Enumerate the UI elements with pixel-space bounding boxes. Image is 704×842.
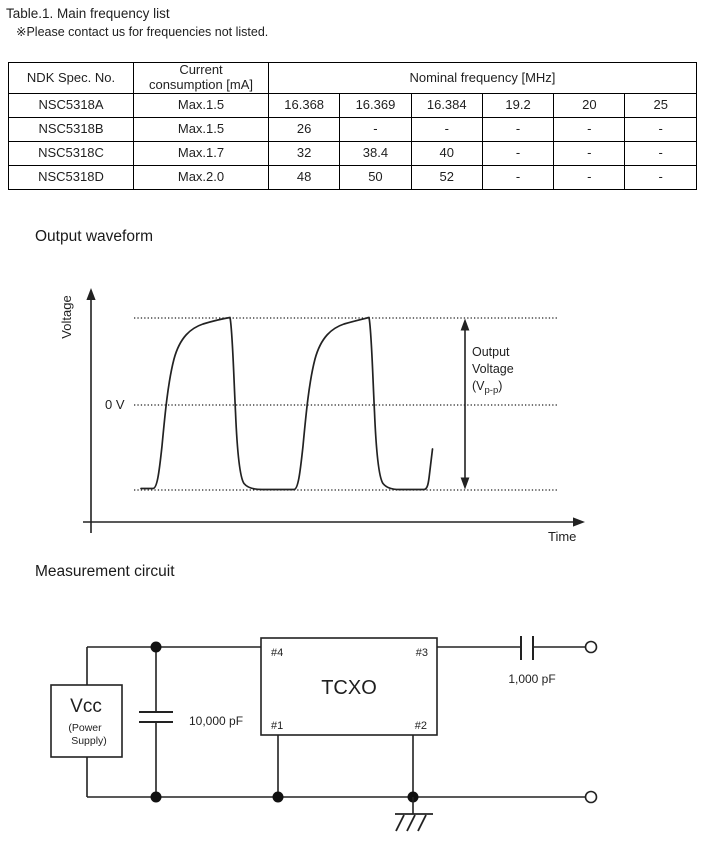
freq-cell: 38.4 <box>340 142 411 166</box>
freq-cell: - <box>554 118 625 142</box>
freq-cell: - <box>482 166 553 190</box>
freq-cell: - <box>625 142 696 166</box>
table-header-row <box>9 63 697 94</box>
current-cell: Max.2.0 <box>134 166 269 190</box>
table-title: Table.1. Main frequency list <box>6 6 170 21</box>
table-row <box>9 166 697 190</box>
table-row <box>9 118 697 142</box>
coupling-capacitor <box>521 636 533 660</box>
vcc-sub-line1: (Power <box>68 722 102 734</box>
tcxo-label: TCXO <box>321 677 377 699</box>
table-row <box>9 142 697 166</box>
pin2-label: #2 <box>414 720 427 732</box>
x-axis <box>83 517 585 526</box>
coupling-capacitor-label: 1,000 pF <box>508 672 556 686</box>
freq-cell: - <box>340 118 411 142</box>
freq-cell: - <box>625 118 696 142</box>
freq-cell: 26 <box>269 118 340 142</box>
junction-dot <box>151 792 162 803</box>
output-terminal-bottom <box>586 792 597 803</box>
annotation-line3 <box>472 379 502 396</box>
output-voltage-annotation <box>472 345 514 396</box>
measurement-circuit-figure <box>0 615 704 842</box>
spec-cell: NSC5318C <box>9 142 134 166</box>
freq-cell: 16.369 <box>340 94 411 118</box>
tcxo-box <box>261 638 437 735</box>
freq-cell: 20 <box>554 94 625 118</box>
freq-cell: - <box>411 118 482 142</box>
freq-cell: - <box>482 142 553 166</box>
freq-cell: 19.2 <box>482 94 553 118</box>
table-header-frequency: Nominal frequency [MHz] <box>269 63 697 94</box>
waveform-heading: Output waveform <box>35 228 154 245</box>
freq-cell: 48 <box>269 166 340 190</box>
table-row <box>9 94 697 118</box>
circuit-heading: Measurement circuit <box>35 563 175 580</box>
x-axis-label: Time <box>548 529 577 544</box>
table-note: ※Please contact us for frequencies not listed. <box>16 25 269 39</box>
vpp-suffix: ) <box>498 379 503 393</box>
bypass-capacitor-label: 10,000 pF <box>189 714 244 728</box>
junction-dot <box>151 642 162 653</box>
freq-cell: - <box>554 142 625 166</box>
junction-dot <box>273 792 284 803</box>
current-cell: Max.1.7 <box>134 142 269 166</box>
annotation-line1: Output <box>472 345 510 359</box>
freq-cell: - <box>482 118 553 142</box>
output-waveform-figure <box>0 270 704 560</box>
pin3-label: #3 <box>415 647 428 659</box>
freq-cell: - <box>625 166 696 190</box>
spec-cell: NSC5318B <box>9 118 134 142</box>
spec-cell: NSC5318D <box>9 166 134 190</box>
current-cell: Max.1.5 <box>134 94 269 118</box>
frequency-table <box>8 62 697 190</box>
freq-cell: - <box>554 166 625 190</box>
freq-cell: 16.368 <box>269 94 340 118</box>
freq-cell: 32 <box>269 142 340 166</box>
zero-volt-label: 0 V <box>105 397 125 412</box>
spec-cell: NSC5318A <box>9 94 134 118</box>
freq-cell: 40 <box>411 142 482 166</box>
table-header-current <box>134 63 269 94</box>
vpp-arrow <box>461 319 470 490</box>
pin4-label: #4 <box>271 647 284 659</box>
freq-cell: 50 <box>340 166 411 190</box>
vcc-label: Vcc <box>70 696 102 717</box>
y-axis <box>86 288 95 533</box>
freq-cell: 16.384 <box>411 94 482 118</box>
y-axis-label: Voltage <box>59 295 74 339</box>
vcc-sub-line2: Supply) <box>71 735 107 747</box>
annotation-line2: Voltage <box>472 362 514 376</box>
output-terminal-top <box>586 642 597 653</box>
table-header-spec: NDK Spec. No. <box>9 63 134 94</box>
x-axis-arrowhead <box>573 517 585 526</box>
vcc-box <box>51 685 122 757</box>
y-axis-arrowhead <box>86 288 95 300</box>
vpp-prefix: (V <box>472 379 485 393</box>
pin1-label: #1 <box>271 720 284 732</box>
waveform-curve <box>141 318 433 490</box>
table-header-current-line1: Current <box>179 62 223 78</box>
vpp-subscript: p-p <box>484 385 499 396</box>
freq-cell: 25 <box>625 94 696 118</box>
table-header-current-line2: consumption [mA] <box>148 77 254 92</box>
current-cell: Max.1.5 <box>134 118 269 142</box>
freq-cell: 52 <box>411 166 482 190</box>
bypass-capacitor <box>139 712 173 722</box>
